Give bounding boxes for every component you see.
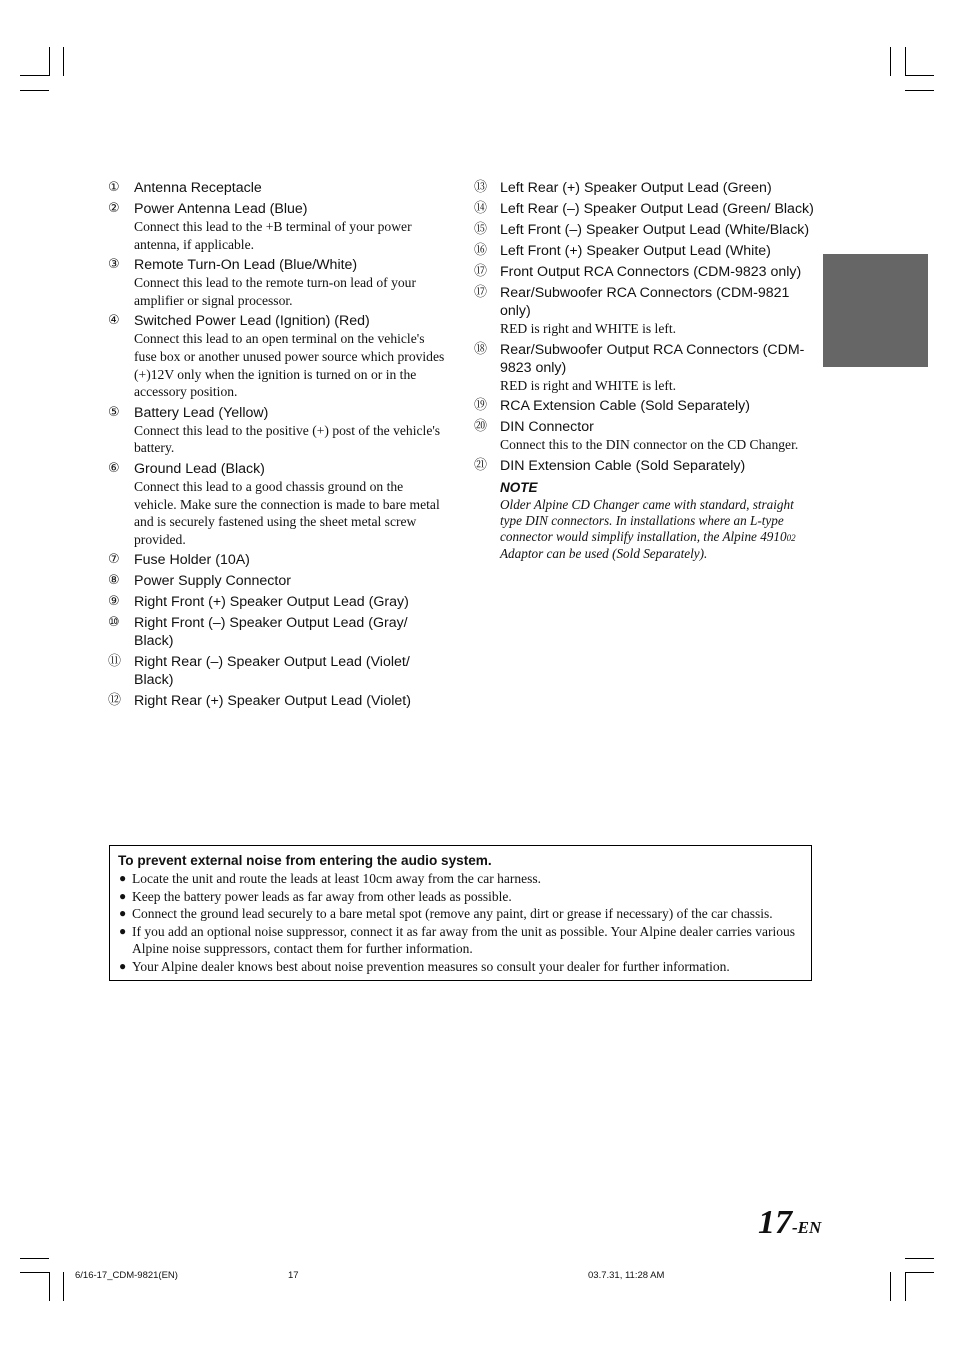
footer-page: 17 — [288, 1270, 299, 1281]
footer-file: 6/16-17_CDM-9821(EN) — [75, 1270, 178, 1281]
item-title: Right Rear (–) Speaker Output Lead (Violet/ Black) — [134, 654, 410, 689]
side-tab — [823, 254, 928, 367]
crop-mark — [905, 1272, 934, 1273]
item-title: Right Front (–) Speaker Output Lead (Gray/ Black) — [134, 615, 408, 650]
item-number: ④ — [108, 313, 120, 329]
item-title: Power Antenna Lead (Blue) — [134, 201, 308, 217]
item-number: ⑤ — [108, 404, 120, 420]
item-title: RCA Extension Cable (Sold Separately) — [500, 398, 750, 415]
item-title: DIN Connector — [500, 419, 594, 436]
item-title: DIN Extension Cable (Sold Separately) — [500, 457, 746, 474]
item-number: ③ — [108, 257, 120, 273]
bullet-icon: ● — [119, 906, 127, 921]
list-item — [474, 200, 819, 218]
bullet-text: If you add an optional noise suppressor, connect it as far away from the unit as possible. Your Alpine dealer carries various Alpine noise suppressors, contact them for further information. — [132, 923, 796, 957]
item-description: Connect this to the DIN connector on the CD Changer. — [500, 437, 799, 453]
crop-mark — [905, 1272, 906, 1301]
list-item — [108, 200, 448, 253]
item-number: ⑳ — [474, 419, 488, 435]
item-number: ⑥ — [108, 460, 120, 476]
item-title: Rear/Subwoofer Output RCA Connectors (CDM-9823 only) — [500, 341, 805, 376]
bullet-icon: ● — [119, 871, 127, 885]
list-item — [108, 179, 448, 197]
list-item — [474, 341, 819, 395]
item-number: ⑮ — [474, 222, 488, 237]
note-text-sub: 02 — [786, 532, 796, 543]
item-title: Right Rear (+) Speaker Output Lead (Violet) — [134, 693, 411, 710]
item-title: Switched Power Lead (Ignition) (Red) — [134, 313, 370, 330]
bullet-item — [118, 870, 803, 888]
item-description: Connect this lead to a good chassis ground on the vehicle. Make sure the connection is made to bare metal and is securely fastened using the sheet metal screw provided. — [134, 478, 440, 547]
item-description: Connect this lead to an open terminal on the vehicle's fuse box or another unused power source which provides (+)12V only when the ignition is turned on or in the accessory position. — [134, 331, 445, 400]
list-item — [474, 221, 819, 239]
item-title: Rear/Subwoofer RCA Connectors (CDM-9821 only) — [500, 285, 790, 319]
note-text — [500, 497, 819, 562]
crop-mark — [63, 1272, 64, 1301]
item-title: Left Rear (+) Speaker Output Lead (Green) — [500, 180, 772, 196]
item-number: ⑦ — [108, 552, 120, 568]
bullet-item — [118, 958, 803, 976]
item-number: ⑰ — [474, 264, 488, 279]
item-description: RED is right and WHITE is left. — [500, 321, 677, 336]
crop-mark — [63, 47, 64, 76]
noise-prevention-box — [109, 845, 812, 981]
item-description: RED is right and WHITE is left. — [500, 377, 677, 393]
list-item — [108, 256, 448, 309]
crop-mark — [20, 90, 49, 91]
bullet-item — [118, 905, 803, 923]
crop-mark — [20, 1272, 49, 1273]
list-item — [474, 263, 819, 281]
bullet-item — [118, 888, 803, 906]
list-item — [108, 404, 448, 457]
list-item — [474, 418, 819, 454]
list-item — [108, 572, 448, 590]
item-number: ⑩ — [108, 615, 120, 631]
item-number: ⑭ — [474, 201, 488, 216]
item-title: Remote Turn-On Lead (Blue/White) — [134, 257, 358, 274]
bullet-text: Locate the unit and route the leads at least 10cm away from the car harness. — [132, 871, 541, 886]
bullet-icon: ● — [119, 958, 127, 973]
note-text-main: Older Alpine CD Changer came with standard, straight type DIN connectors. In installations where an L-type connector would simplify installation, the Alpine 4910 — [500, 496, 794, 544]
crop-mark — [905, 90, 934, 91]
list-item — [474, 284, 819, 338]
item-title: Ground Lead (Black) — [134, 460, 265, 477]
list-item — [474, 397, 819, 415]
crop-mark — [905, 75, 934, 76]
item-title: Fuse Holder (10A) — [134, 552, 250, 569]
list-item — [108, 593, 448, 611]
crop-mark — [890, 47, 891, 76]
bullet-item — [118, 923, 803, 958]
page-number — [758, 1203, 821, 1243]
item-title: Left Front (+) Speaker Output Lead (White) — [500, 243, 771, 259]
list-item — [108, 312, 448, 400]
item-description: Connect this lead to the remote turn-on lead of your amplifier or signal processor. — [134, 275, 416, 308]
note-heading: NOTE — [500, 479, 538, 495]
item-number: ⑯ — [474, 243, 488, 258]
page-number-value: 17 — [758, 1204, 792, 1241]
item-number: ② — [108, 201, 120, 216]
item-title: Power Supply Connector — [134, 573, 291, 590]
item-title: Right Front (+) Speaker Output Lead (Gray) — [134, 594, 409, 611]
list-item — [108, 460, 448, 548]
item-number: ⑫ — [108, 693, 122, 709]
item-title: Left Front (–) Speaker Output Lead (White/Black) — [500, 222, 810, 238]
item-number: ⑨ — [108, 594, 120, 610]
crop-mark — [49, 47, 50, 76]
crop-mark — [905, 1258, 934, 1259]
item-number: ㉑ — [474, 457, 488, 473]
crop-mark — [905, 47, 906, 76]
item-description: Connect this lead to the +B terminal of your power antenna, if applicable. — [134, 219, 412, 252]
item-number: ⑧ — [108, 573, 120, 589]
item-title: Antenna Receptacle — [134, 180, 262, 196]
crop-mark — [20, 1258, 49, 1259]
item-number: ⑬ — [474, 180, 488, 195]
item-number: ① — [108, 180, 120, 195]
list-item — [108, 653, 448, 689]
item-title: Left Rear (–) Speaker Output Lead (Green/ Black) — [500, 201, 814, 217]
list-item — [474, 457, 819, 562]
item-number: ⑪ — [108, 654, 122, 670]
item-number: ⑲ — [474, 398, 488, 414]
footer-date: 03.7.31, 11:28 AM — [588, 1270, 665, 1281]
note-text-end: Adaptor can be used (Sold Separately). — [500, 545, 708, 561]
bullet-text: Keep the battery power leads as far away from other leads as possible. — [132, 888, 512, 904]
crop-mark — [890, 1272, 891, 1301]
item-number: ⑱ — [474, 341, 488, 357]
item-title: Battery Lead (Yellow) — [134, 404, 269, 421]
page-number-suffix: -EN — [792, 1218, 822, 1237]
noise-box-heading: To prevent external noise from entering the audio system. — [118, 853, 492, 868]
item-title: Front Output RCA Connectors (CDM-9823 only) — [500, 264, 802, 280]
left-column — [108, 179, 448, 713]
bullet-text: Your Alpine dealer knows best about noise prevention measures so consult your dealer for further information. — [132, 958, 730, 974]
right-column — [474, 179, 819, 565]
list-item — [108, 614, 448, 650]
bullet-icon: ● — [119, 923, 127, 938]
item-number: ⑰ — [474, 285, 488, 300]
crop-mark — [49, 1272, 50, 1301]
list-item — [474, 179, 819, 197]
bullet-icon: ● — [119, 888, 127, 903]
noise-bullet-list — [118, 870, 803, 976]
crop-mark — [20, 75, 49, 76]
item-description: Connect this lead to the positive (+) post of the vehicle's battery. — [134, 422, 441, 456]
list-item — [474, 242, 819, 260]
list-item — [108, 551, 448, 569]
list-item — [108, 692, 448, 710]
bullet-text: Connect the ground lead securely to a bare metal spot (remove any paint, dirt or grease if necessary) of the car chassis. — [132, 906, 773, 922]
